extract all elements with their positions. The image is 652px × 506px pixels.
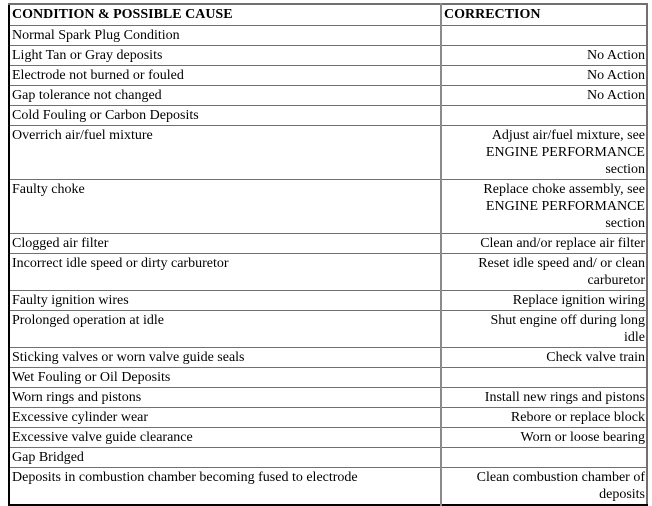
correction-line: ENGINE PERFORMANCE (485, 199, 645, 214)
group-row (9, 106, 647, 126)
cause-cell: Deposits in combustion chamber becoming fused to electrode (9, 468, 441, 506)
cause-cell: Excessive valve guide clearance (9, 428, 441, 448)
group-correction-empty (441, 368, 647, 388)
correction-line: Replace choke assembly, see (483, 182, 645, 197)
table-row (9, 180, 647, 234)
cause-cell: Worn rings and pistons (9, 388, 441, 408)
cause-cell: Clogged air filter (9, 234, 441, 254)
group-title: Cold Fouling or Carbon Deposits (9, 106, 441, 126)
correction-cell: Clean and/or replace air filter (441, 234, 647, 254)
table-row (9, 348, 647, 368)
correction-line: idle (624, 330, 645, 345)
correction-cell: Worn or loose bearing (441, 428, 647, 448)
group-title: Wet Fouling or Oil Deposits (9, 368, 441, 388)
correction-line: section (605, 216, 645, 231)
correction-line: ENGINE PERFORMANCE (485, 145, 645, 160)
group-title: Gap Bridged (9, 448, 441, 468)
group-title: Normal Spark Plug Condition (9, 26, 441, 46)
header-condition-cause: CONDITION & POSSIBLE CAUSE (9, 4, 441, 26)
group-row (9, 368, 647, 388)
correction-cell: No Action (441, 46, 647, 66)
table-row (9, 311, 647, 348)
group-correction-empty (441, 26, 647, 46)
header-correction: CORRECTION (441, 4, 647, 26)
correction-line: Reset idle speed and/ or clean (478, 256, 645, 271)
correction-line: section (605, 162, 645, 177)
group-row (9, 448, 647, 468)
table-row (9, 254, 647, 291)
correction-line: Clean combustion chamber of (476, 470, 645, 485)
cause-cell: Prolonged operation at idle (9, 311, 441, 348)
correction-cell (441, 180, 647, 234)
correction-cell: Replace ignition wiring (441, 291, 647, 311)
cause-cell: Electrode not burned or fouled (9, 66, 441, 86)
cause-cell: Sticking valves or worn valve guide seals (9, 348, 441, 368)
table-row (9, 86, 647, 106)
correction-cell: Check valve train (441, 348, 647, 368)
table-row (9, 408, 647, 428)
table-row (9, 468, 647, 506)
cause-cell: Excessive cylinder wear (9, 408, 441, 428)
table-row (9, 234, 647, 254)
table-row (9, 291, 647, 311)
correction-cell (441, 126, 647, 180)
correction-cell (441, 254, 647, 291)
correction-line: carburetor (587, 273, 645, 288)
correction-cell: Install new rings and pistons (441, 388, 647, 408)
correction-cell: No Action (441, 66, 647, 86)
correction-cell: No Action (441, 86, 647, 106)
correction-cell: Rebore or replace block (441, 408, 647, 428)
cause-cell: Gap tolerance not changed (9, 86, 441, 106)
correction-line: Adjust air/fuel mixture, see (491, 128, 645, 143)
cause-cell: Incorrect idle speed or dirty carburetor (9, 254, 441, 291)
correction-cell (441, 311, 647, 348)
group-correction-empty (441, 448, 647, 468)
table-row (9, 126, 647, 180)
table-row (9, 428, 647, 448)
spark-plug-condition-table (8, 3, 648, 506)
group-correction-empty (441, 106, 647, 126)
correction-line: deposits (599, 487, 645, 502)
table-row (9, 388, 647, 408)
table-row (9, 46, 647, 66)
cause-cell: Light Tan or Gray deposits (9, 46, 441, 66)
cause-cell: Faulty choke (9, 180, 441, 234)
table-header-row (9, 4, 647, 26)
table-row (9, 66, 647, 86)
cause-cell: Faulty ignition wires (9, 291, 441, 311)
correction-line: Shut engine off during long (490, 313, 645, 328)
correction-cell (441, 468, 647, 506)
cause-cell: Overrich air/fuel mixture (9, 126, 441, 180)
group-row (9, 26, 647, 46)
